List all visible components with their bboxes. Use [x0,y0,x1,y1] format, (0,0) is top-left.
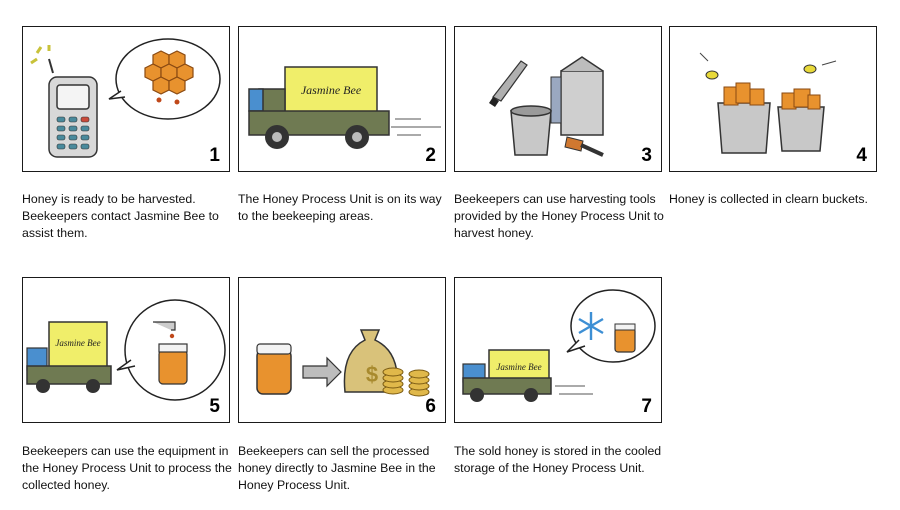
bucket-icon [718,83,770,153]
signal-marks-icon [31,45,49,63]
brush-icon [565,137,603,155]
truck-icon [249,67,389,149]
jar-to-money-illustration [239,278,444,421]
bee-icon [700,53,718,79]
speed-lines-icon [391,119,441,135]
arrow-right-icon [303,358,341,386]
mobile-phone-icon [49,59,97,157]
svg-text:$: $ [365,362,379,387]
panel-number: 6 [425,396,436,417]
coins-icon [383,368,429,396]
panel-caption: The Honey Process Unit is on its way to the beekeeping areas. [238,192,442,223]
honey-jar-icon [257,344,291,394]
panel-1 [22,26,230,172]
speech-bubble-honeycomb-icon [109,39,220,119]
honey-buckets-illustration [670,27,875,170]
panel-number: 5 [209,396,220,417]
panel-4 [669,26,877,172]
panel-number: 4 [856,145,867,166]
cooled-storage-illustration [455,278,660,421]
panel-2 [238,26,446,172]
panel-number: 7 [641,396,652,417]
panel-3 [454,26,662,172]
panel-6 [238,277,446,423]
knife-icon [489,61,527,107]
panel-caption: The sold honey is stored in the cooled storage of the Honey Process Unit. [454,444,662,475]
smoker-icon [551,57,603,135]
processing-illustration [23,278,228,421]
panel-caption: Honey is collected in clearn buckets. [669,192,868,206]
truck-icon [27,322,111,393]
truck-illustration [239,27,444,170]
speed-lines-icon [555,386,593,394]
truck-label: Jasmine Bee [55,338,101,348]
panel-caption: Beekeepers can use harvesting tools provided by the Honey Process Unit to harvest honey. [454,192,664,240]
honey-jar-icon [615,324,635,352]
panel-number: 2 [425,145,436,166]
panel-caption: Beekeepers can use the equipment in the Honey Process Unit to process the collected honey. [22,444,232,492]
truck-label: Jasmine Bee [300,83,362,97]
panel-caption: Honey is ready to be harvested. Beekeepers contact Jasmine Bee to assist them. [22,192,219,240]
bee-icon [804,61,836,73]
panel-5 [22,277,230,423]
bucket-icon [778,89,824,151]
speech-bubble-jar-icon [117,300,225,400]
truck-icon [463,350,551,402]
speech-bubble-snowflake-icon [567,290,655,362]
panel-number: 1 [209,145,220,166]
panel-number: 3 [641,145,652,166]
panel-caption: Beekeepers can sell the processed honey directly to Jasmine Bee in the Honey Process Unit. [238,444,436,492]
harvest-tools-illustration [455,27,660,170]
bucket-icon [511,106,551,155]
panel-7 [454,277,662,423]
truck-label: Jasmine Bee [496,362,542,372]
phone-honeycomb-illustration [23,27,228,170]
